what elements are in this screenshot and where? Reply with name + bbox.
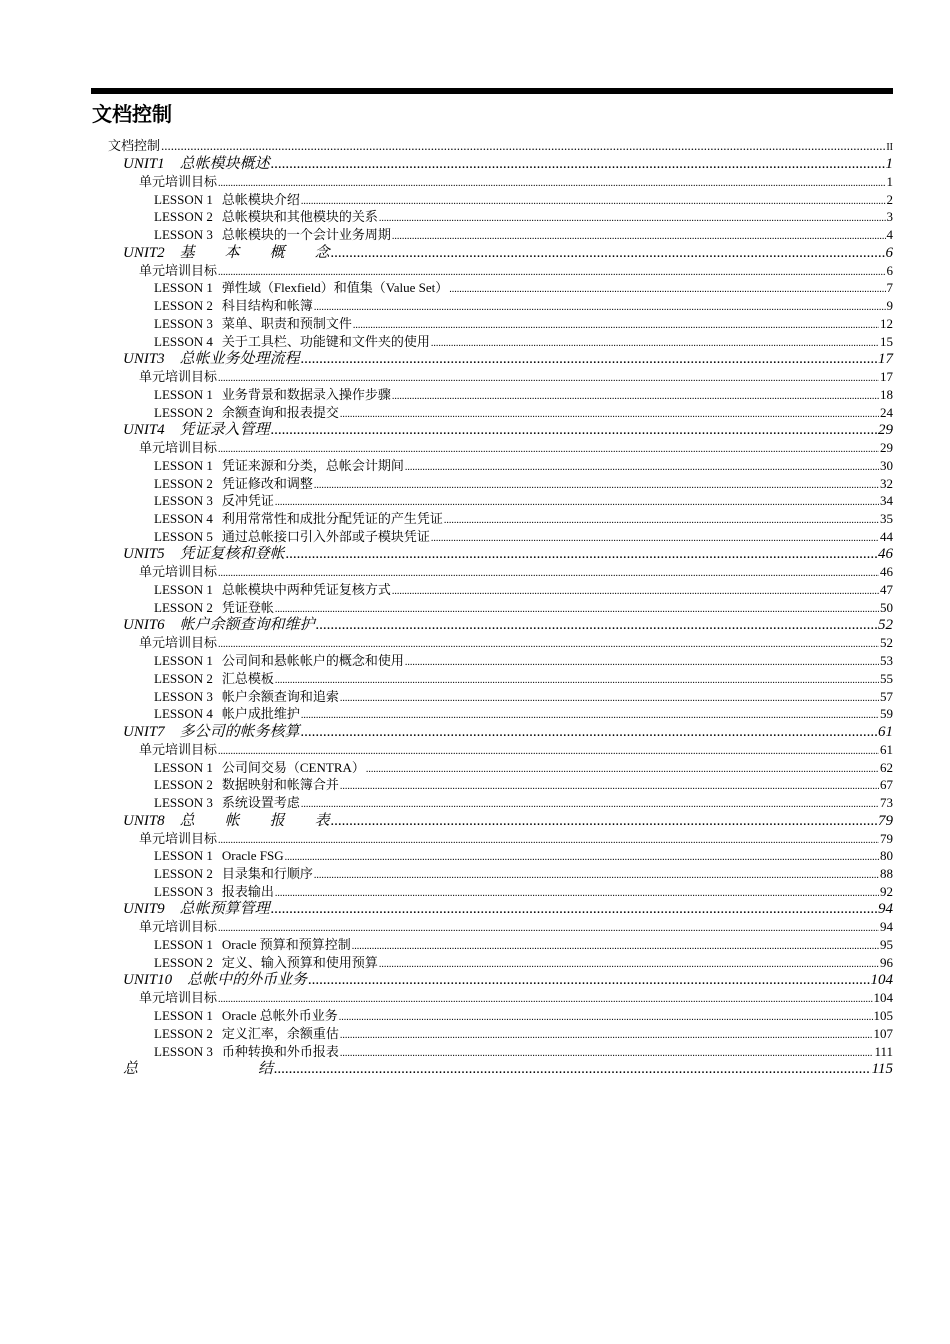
toc-entry-lesson[interactable] xyxy=(92,599,893,617)
toc-entry-objective[interactable] xyxy=(92,634,893,652)
lesson-number: LESSON 3 xyxy=(154,883,213,899)
dot-leader xyxy=(271,155,885,173)
toc-page-number: 55 xyxy=(880,670,893,686)
table-of-contents xyxy=(92,137,893,1078)
lesson-number: LESSON 3 xyxy=(154,315,213,331)
toc-page-number: 80 xyxy=(880,848,893,864)
toc-page-number: 1 xyxy=(886,174,893,189)
lesson-number: LESSON 2 xyxy=(154,475,213,491)
toc-entry-text: 单元培训目标 xyxy=(139,635,218,651)
toc-entry-title xyxy=(154,936,351,954)
toc-entry-text: Oracle FSG xyxy=(221,848,284,864)
toc-entry-title xyxy=(154,297,313,315)
lesson-number: LESSON 3 xyxy=(154,794,213,810)
toc-entry-text: 总帐模块中两种凭证复核方式 xyxy=(221,582,391,598)
toc-entry-unit[interactable] xyxy=(92,244,893,262)
toc-entry-text: 单元培训目标 xyxy=(139,440,218,456)
dot-leader xyxy=(314,477,879,495)
toc-page-number: 104 xyxy=(870,972,893,989)
toc-page-number: 32 xyxy=(880,475,893,491)
toc-page-number: 62 xyxy=(880,759,893,775)
toc-page-number: 92 xyxy=(880,883,893,899)
toc-entry-title xyxy=(123,1060,273,1078)
toc-entry-objective[interactable] xyxy=(92,368,893,386)
toc-entry-title xyxy=(154,670,274,688)
toc-entry-title xyxy=(123,244,330,262)
toc-entry-lesson[interactable] xyxy=(92,847,893,865)
toc-entry-text: 定义汇率，余额重估 xyxy=(221,1025,339,1041)
toc-entry-text: 业务背景和数据录入操作步骤 xyxy=(221,386,391,402)
toc-entry-title xyxy=(154,226,391,244)
dot-leader xyxy=(339,1009,873,1027)
toc-page-number: 57 xyxy=(880,688,893,704)
toc-entry-text: 帐户成批维护 xyxy=(221,706,300,722)
toc-entry-objective[interactable] xyxy=(92,989,893,1007)
toc-entry-title xyxy=(123,971,307,989)
toc-entry-objective[interactable] xyxy=(92,173,893,191)
toc-page-number: 6 xyxy=(886,262,893,278)
toc-entry-title xyxy=(139,830,217,848)
lesson-number: LESSON 4 xyxy=(154,511,213,526)
toc-entry-text: 单元培训目标 xyxy=(139,830,218,846)
dot-leader xyxy=(274,1060,871,1078)
lesson-number: LESSON 2 xyxy=(154,777,213,793)
toc-entry-objective[interactable] xyxy=(92,741,893,759)
toc-page-number: 79 xyxy=(878,812,893,829)
toc-entry-title xyxy=(154,1043,339,1061)
toc-entry-title xyxy=(154,776,339,794)
toc-entry-lesson[interactable] xyxy=(92,581,893,599)
dot-leader xyxy=(340,690,879,708)
dot-leader xyxy=(331,244,885,262)
toc-entry-title xyxy=(154,581,391,599)
lesson-number: LESSON 3 xyxy=(154,493,213,509)
dot-leader xyxy=(314,299,886,317)
toc-entry-title xyxy=(154,528,430,546)
toc-page-number: 35 xyxy=(880,511,893,526)
toc-page-number: 18 xyxy=(880,386,893,402)
toc-entry-text: 单元培训目标 xyxy=(139,990,218,1006)
toc-entry-title xyxy=(139,173,217,191)
toc-entry-title xyxy=(123,421,270,439)
toc-page-number: 17 xyxy=(878,351,893,368)
toc-entry-text: UNIT9 总帐预算管理 xyxy=(123,901,270,918)
dot-leader xyxy=(366,761,879,779)
toc-entry-text: UNIT1 总帐模块概述 xyxy=(123,156,270,172)
toc-entry-title xyxy=(139,368,217,386)
toc-entry-title xyxy=(154,599,274,617)
toc-entry-title xyxy=(123,545,285,563)
dot-leader xyxy=(353,317,879,335)
dot-leader xyxy=(301,723,877,741)
dot-leader xyxy=(271,421,877,439)
toc-entry-text: 凭证登帐 xyxy=(221,599,274,615)
toc-entry-lesson[interactable] xyxy=(92,794,893,812)
header-rule xyxy=(91,88,893,94)
toc-entry-title xyxy=(154,705,300,723)
toc-entry-unit[interactable] xyxy=(92,900,893,918)
toc-entry-text: 凭证修改和调整 xyxy=(221,475,313,491)
dot-leader xyxy=(449,281,885,299)
dot-leader xyxy=(285,849,879,867)
toc-entry-title xyxy=(154,492,274,510)
toc-entry-lesson[interactable] xyxy=(92,865,893,883)
toc-entry-text: UNIT8 总 帐 报 表 xyxy=(123,812,330,829)
toc-entry-title xyxy=(139,741,217,759)
toc-entry-text: 单元培训目标 xyxy=(139,262,218,278)
toc-entry-lesson[interactable] xyxy=(92,297,893,315)
toc-page-number: 44 xyxy=(880,528,893,544)
dot-leader xyxy=(308,971,869,989)
toc-entry-title xyxy=(154,404,339,422)
toc-entry-title xyxy=(154,510,443,528)
toc-entry-text: Oracle 总帐外币业务 xyxy=(221,1008,338,1024)
toc-entry-text: 总帐模块介绍 xyxy=(221,191,300,207)
toc-entry-title xyxy=(154,847,284,865)
lesson-number: LESSON 3 xyxy=(154,227,213,243)
toc-entry-text: 公司间和悬帐帐户的概念和使用 xyxy=(221,653,404,669)
toc-entry-lesson[interactable] xyxy=(92,705,893,723)
dot-leader xyxy=(405,459,879,477)
toc-entry-title xyxy=(123,723,300,741)
dot-leader xyxy=(301,193,886,211)
dot-leader xyxy=(352,938,879,956)
page-title: 文档控制 xyxy=(92,102,172,126)
toc-page-number: 9 xyxy=(886,298,893,314)
toc-entry-text: 目录集和行顺序 xyxy=(221,866,313,881)
toc-entry-lesson[interactable] xyxy=(92,652,893,670)
toc-entry-unit[interactable] xyxy=(92,616,893,634)
toc-entry-lesson[interactable] xyxy=(92,279,893,297)
toc-entry-text: 菜单、职责和预制文件 xyxy=(221,315,352,331)
lesson-number: LESSON 1 xyxy=(154,848,213,864)
toc-entry-text: UNIT5 凭证复核和登帐 xyxy=(123,546,285,563)
toc-page-number: 24 xyxy=(880,404,893,420)
toc-page-number: 6 xyxy=(885,244,893,261)
toc-entry-title xyxy=(123,155,270,173)
toc-entry-lesson[interactable] xyxy=(92,883,893,901)
toc-entry-title xyxy=(154,865,313,883)
toc-page-number: 2 xyxy=(886,191,893,207)
toc-entry-lesson[interactable] xyxy=(92,404,893,422)
toc-entry-unit[interactable] xyxy=(92,723,893,741)
toc-page-number: II xyxy=(886,142,893,153)
toc-page-number: 79 xyxy=(880,830,893,846)
toc-entry-text: 单元培训目标 xyxy=(139,174,218,189)
toc-entry-doc[interactable] xyxy=(92,137,893,155)
dot-leader xyxy=(271,900,877,918)
toc-entry-text: 数据映射和帐簿合并 xyxy=(221,777,339,793)
toc-entry-text: UNIT6 帐户余额查询和维护 xyxy=(123,617,315,634)
dot-leader xyxy=(286,545,877,563)
toc-entry-lesson[interactable] xyxy=(92,208,893,226)
toc-entry-text: 总帐模块的一个会计业务周期 xyxy=(221,227,391,243)
toc-page-number: 12 xyxy=(880,315,893,331)
toc-page-number: 96 xyxy=(880,954,893,970)
lesson-number: LESSON 2 xyxy=(154,404,213,420)
toc-entry-title xyxy=(154,315,352,333)
toc-entry-text: 关于工具栏、功能键和文件夹的使用 xyxy=(221,333,430,349)
toc-entry-text: UNIT7 多公司的帐务核算 xyxy=(123,723,300,740)
toc-entry-lesson[interactable] xyxy=(92,386,893,404)
toc-entry-lesson[interactable] xyxy=(92,315,893,333)
lesson-number: LESSON 1 xyxy=(154,457,213,473)
toc-entry-title xyxy=(139,439,217,457)
toc-entry-title xyxy=(123,350,300,368)
dot-leader xyxy=(316,616,877,634)
lesson-number: LESSON 1 xyxy=(154,653,213,669)
toc-page-number: 94 xyxy=(880,919,893,935)
lesson-number: LESSON 4 xyxy=(154,706,213,722)
toc-page-number: 29 xyxy=(878,422,893,439)
dot-leader xyxy=(405,654,879,672)
toc-page-number: 88 xyxy=(880,866,893,881)
toc-entry-objective[interactable] xyxy=(92,563,893,581)
toc-entry-lesson[interactable] xyxy=(92,1007,893,1025)
lesson-number: LESSON 2 xyxy=(154,209,213,225)
toc-entry-lesson[interactable] xyxy=(92,528,893,546)
toc-entry-unit[interactable] xyxy=(92,350,893,368)
toc-entry-text: UNIT2 基 本 概 念 xyxy=(123,244,330,261)
toc-entry-title xyxy=(123,900,270,918)
dot-leader xyxy=(275,672,879,690)
toc-entry-lesson[interactable] xyxy=(92,226,893,244)
toc-entry-text: 单元培训目标 xyxy=(139,741,218,757)
dot-leader xyxy=(218,832,879,850)
lesson-number: LESSON 2 xyxy=(154,954,213,970)
dot-leader xyxy=(301,350,877,368)
toc-entry-lesson[interactable] xyxy=(92,1043,893,1061)
toc-entry-title xyxy=(154,191,300,209)
toc-page-number: 53 xyxy=(880,653,893,669)
lesson-number: LESSON 2 xyxy=(154,670,213,686)
dot-leader xyxy=(218,175,885,193)
toc-page-number: 3 xyxy=(886,209,893,225)
dot-leader xyxy=(379,210,886,228)
lesson-number: LESSON 1 xyxy=(154,191,213,207)
dot-leader xyxy=(392,583,879,601)
toc-entry-title xyxy=(123,616,315,634)
toc-entry-text: 单元培训目标 xyxy=(139,919,218,935)
lesson-number: LESSON 2 xyxy=(154,298,213,314)
toc-entry-unit[interactable] xyxy=(92,971,893,989)
lesson-number: LESSON 1 xyxy=(154,937,213,953)
lesson-number: LESSON 2 xyxy=(154,1025,213,1041)
toc-entry-text: 定义、输入预算和使用预算 xyxy=(221,954,378,970)
toc-entry-objective[interactable] xyxy=(92,918,893,936)
toc-entry-title xyxy=(154,1025,339,1043)
toc-page-number: 7 xyxy=(886,280,893,296)
toc-entry-unit[interactable] xyxy=(92,812,893,830)
toc-entry-text: 总 结 xyxy=(123,1061,274,1078)
lesson-number: LESSON 3 xyxy=(154,688,213,704)
toc-page-number: 105 xyxy=(873,1008,893,1024)
toc-page-number: 50 xyxy=(880,599,893,615)
toc-page-number: 34 xyxy=(880,493,893,509)
toc-page-number: 4 xyxy=(886,227,893,243)
toc-entry-objective[interactable] xyxy=(92,830,893,848)
dot-leader xyxy=(331,812,877,830)
toc-page-number: 52 xyxy=(878,617,893,634)
dot-leader xyxy=(444,512,879,530)
lesson-number: LESSON 1 xyxy=(154,759,213,775)
toc-page-number: 107 xyxy=(873,1025,893,1041)
dot-leader xyxy=(340,1027,873,1045)
toc-page-number: 59 xyxy=(880,706,893,722)
toc-entry-lesson[interactable] xyxy=(92,1025,893,1043)
toc-entry-text: 反冲凭证 xyxy=(221,493,274,509)
toc-entry-title xyxy=(154,333,430,351)
toc-entry-title xyxy=(154,954,378,972)
toc-page-number: 29 xyxy=(880,440,893,456)
toc-entry-title xyxy=(108,137,160,155)
toc-entry-text: UNIT4 凭证录入管理 xyxy=(123,422,270,439)
toc-entry-text: 帐户余额查询和追索 xyxy=(221,688,339,704)
toc-entry-lesson[interactable] xyxy=(92,492,893,510)
toc-entry-unit[interactable] xyxy=(92,1060,893,1078)
toc-page-number: 1 xyxy=(885,156,893,172)
toc-entry-title xyxy=(123,812,330,830)
toc-entry-title xyxy=(154,208,378,226)
toc-entry-title xyxy=(154,794,300,812)
dot-leader xyxy=(392,388,879,406)
toc-page-number: 17 xyxy=(880,369,893,385)
toc-entry-title xyxy=(154,652,404,670)
lesson-number: LESSON 1 xyxy=(154,582,213,598)
toc-entry-text: 报表输出 xyxy=(221,883,274,899)
toc-page-number: 47 xyxy=(880,582,893,598)
toc-entry-lesson[interactable] xyxy=(92,776,893,794)
toc-entry-text: 总帐模块和其他模块的关系 xyxy=(221,209,378,225)
toc-page-number: 115 xyxy=(871,1061,893,1078)
toc-entry-title xyxy=(154,386,391,404)
toc-page-number: 52 xyxy=(880,635,893,651)
toc-entry-title xyxy=(154,1007,338,1025)
toc-entry-title xyxy=(139,634,217,652)
toc-entry-title xyxy=(154,688,339,706)
toc-entry-lesson[interactable] xyxy=(92,759,893,777)
lesson-number: LESSON 3 xyxy=(154,1043,213,1059)
toc-entry-text: 币种转换和外币报表 xyxy=(221,1043,339,1059)
toc-page-number: 94 xyxy=(878,901,893,918)
lesson-number: LESSON 1 xyxy=(154,1008,213,1024)
toc-page-number: 61 xyxy=(880,741,893,757)
toc-entry-lesson[interactable] xyxy=(92,954,893,972)
lesson-number: LESSON 1 xyxy=(154,280,213,296)
toc-page-number: 46 xyxy=(880,564,893,580)
toc-page-number: 111 xyxy=(874,1043,893,1059)
toc-entry-text: UNIT10 总帐中的外币业务 xyxy=(123,972,308,989)
toc-entry-lesson[interactable] xyxy=(92,670,893,688)
toc-page-number: 73 xyxy=(880,794,893,810)
toc-entry-text: 弹性域（Flexfield）和值集（Value Set） xyxy=(221,280,449,296)
lesson-number: LESSON 5 xyxy=(154,528,213,544)
toc-entry-lesson[interactable] xyxy=(92,191,893,209)
toc-entry-objective[interactable] xyxy=(92,439,893,457)
toc-entry-title xyxy=(154,759,365,777)
toc-entry-title xyxy=(139,989,217,1007)
toc-entry-title xyxy=(139,262,217,280)
toc-entry-text: 文档控制 xyxy=(108,138,161,153)
toc-entry-lesson[interactable] xyxy=(92,936,893,954)
toc-entry-text: Oracle 预算和预算控制 xyxy=(221,937,351,953)
lesson-number: LESSON 2 xyxy=(154,599,213,615)
toc-entry-lesson[interactable] xyxy=(92,333,893,351)
lesson-number: LESSON 2 xyxy=(154,866,213,881)
toc-entry-lesson[interactable] xyxy=(92,510,893,528)
toc-page-number: 67 xyxy=(880,777,893,793)
toc-entry-title xyxy=(139,918,217,936)
toc-entry-objective[interactable] xyxy=(92,262,893,280)
toc-entry-text: 凭证来源和分类，总帐会计期间 xyxy=(221,457,404,473)
toc-entry-text: 科目结构和帐簿 xyxy=(221,298,313,314)
toc-entry-unit[interactable] xyxy=(92,155,893,173)
toc-entry-text: 系统设置考虑 xyxy=(221,794,300,810)
toc-page-number: 30 xyxy=(880,457,893,473)
toc-entry-text: 通过总帐接口引入外部或子模块凭证 xyxy=(221,528,430,544)
toc-entry-text: 单元培训目标 xyxy=(139,564,218,580)
toc-entry-lesson[interactable] xyxy=(92,475,893,493)
lesson-number: LESSON 1 xyxy=(154,386,213,402)
toc-entry-title xyxy=(139,563,217,581)
toc-page-number: 104 xyxy=(873,990,893,1006)
toc-entry-lesson[interactable] xyxy=(92,457,893,475)
dot-leader xyxy=(340,778,879,796)
toc-entry-text: 单元培训目标 xyxy=(139,369,218,385)
lesson-number: LESSON 4 xyxy=(154,333,213,349)
toc-entry-unit[interactable] xyxy=(92,545,893,563)
toc-entry-text: 利用常常性和成批分配凭证的产生凭证 xyxy=(221,511,443,526)
toc-page-number: 46 xyxy=(878,546,893,563)
toc-entry-text: UNIT3 总帐业务处理流程 xyxy=(123,351,300,368)
toc-entry-unit[interactable] xyxy=(92,421,893,439)
toc-page-number: 95 xyxy=(880,937,893,953)
toc-entry-title xyxy=(154,279,448,297)
toc-entry-lesson[interactable] xyxy=(92,688,893,706)
dot-leader xyxy=(314,867,879,885)
toc-entry-title xyxy=(154,457,404,475)
toc-entry-text: 公司间交易（CENTRA） xyxy=(221,759,365,775)
toc-entry-title xyxy=(154,883,274,901)
toc-entry-title xyxy=(154,475,313,493)
dot-leader xyxy=(161,137,885,155)
toc-page-number: 61 xyxy=(878,723,893,740)
toc-entry-text: 余额查询和报表提交 xyxy=(221,404,339,420)
toc-entry-text: 汇总模板 xyxy=(221,670,274,686)
toc-page-number: 15 xyxy=(880,333,893,349)
